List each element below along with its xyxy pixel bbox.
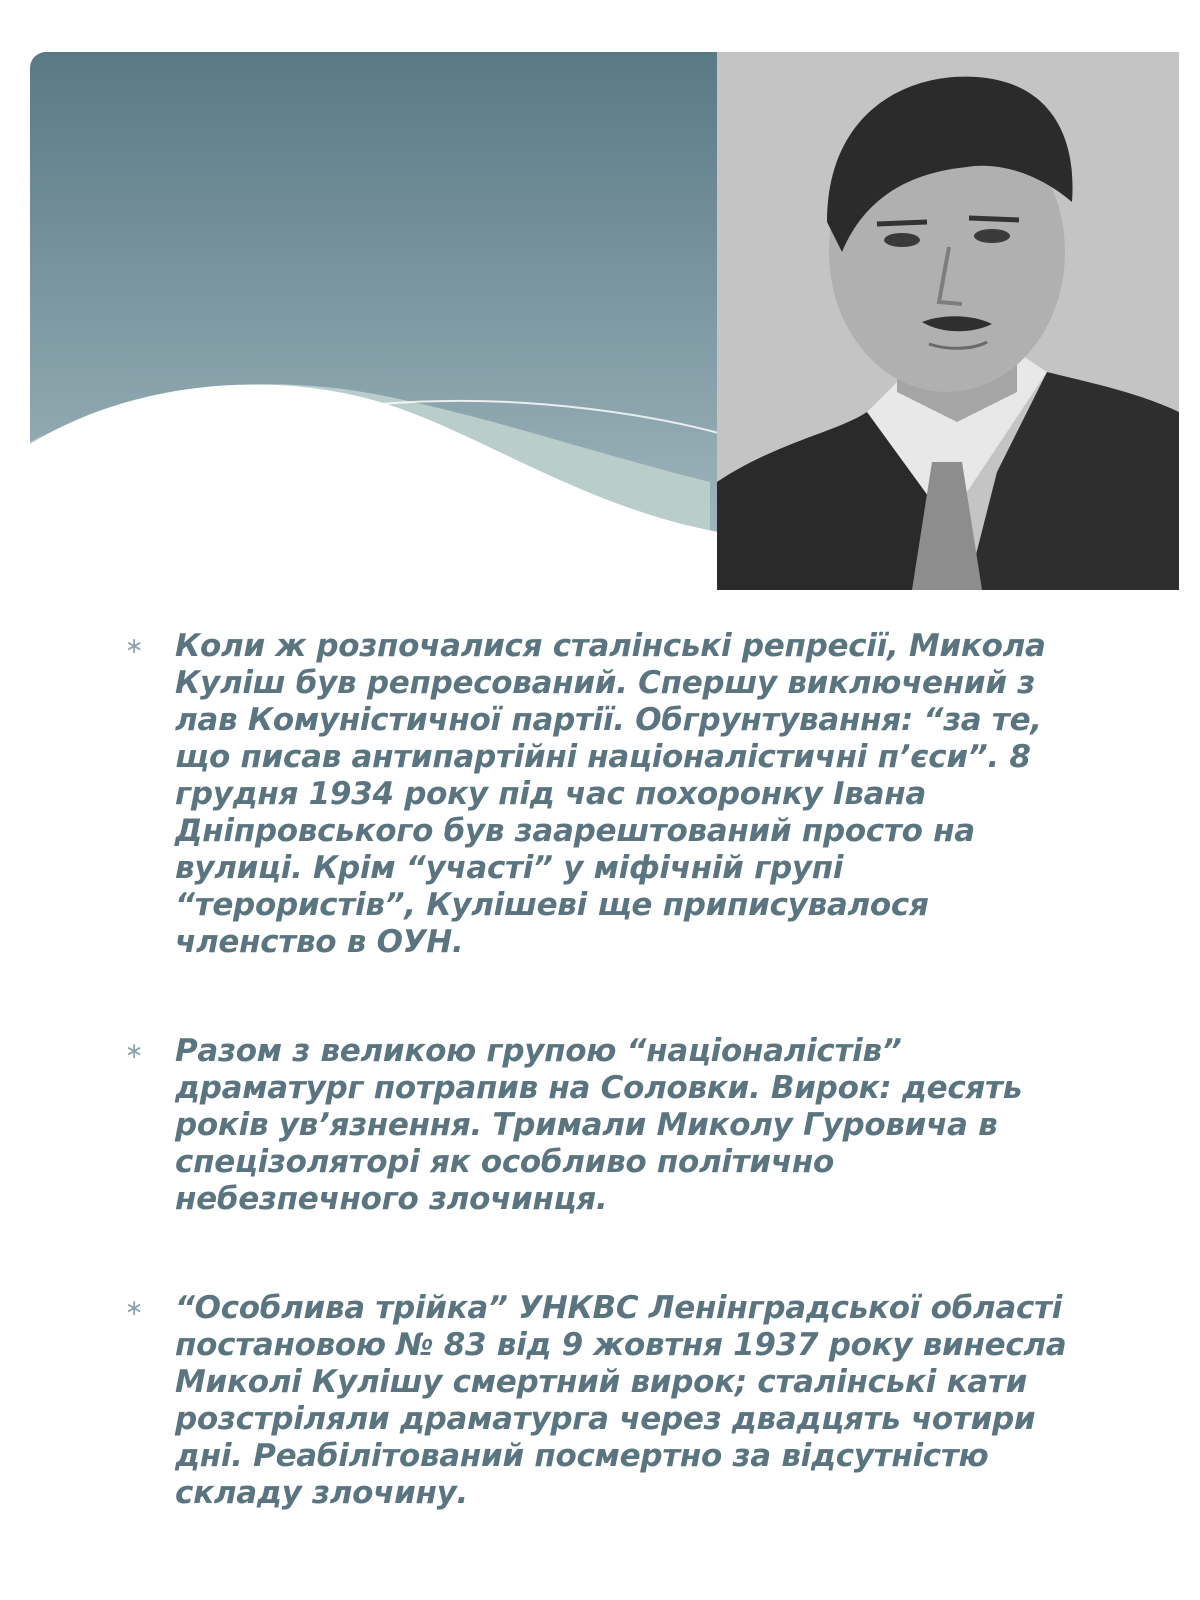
bullet-item-solovki xyxy=(120,1033,1080,1218)
asterisk-bullet-icon: ∗ xyxy=(125,1296,144,1321)
portrait-photo xyxy=(717,52,1179,590)
portrait-icon xyxy=(717,52,1179,590)
asterisk-bullet-icon: ∗ xyxy=(125,1039,144,1064)
bullet-text: Коли ж розпочалися сталінські репресії, Микола Куліш був репресований. Спершу виключений з лав Комуністичної партії. Обгрунтування: “за те, що писав антипартійні націоналістичні п’єси”. 8 грудня 1934 року під час похоронку Івана Дніпровського був заарештований просто на вулиці. Крім “участі” у міфічній групі “терористів”, Кулішеві ще приписувалося членство в ОУН. xyxy=(175,628,1046,960)
bullet-item-arrest xyxy=(120,628,1080,961)
asterisk-bullet-icon: ∗ xyxy=(125,634,144,659)
bullet-text: Разом з великою групою “націоналістів” драматург потрапив на Соловки. Вирок: десять років ув’язнення. Тримали Миколу Гуровича в спецізоляторі як особливо політично небезпечного злочинця. xyxy=(175,1033,1023,1217)
bullet-list xyxy=(120,628,1080,1584)
bullet-item-sentence xyxy=(120,1290,1080,1512)
bullet-text: “Особлива трійка” УНКВС Ленінградської області постановою № 83 від 9 жовтня 1937 року винесла Миколі Кулішу смертний вирок; сталінські кати розстріляли драматурга через двадцять чотири дні. Реабілітований посмертно за відсутністю складу злочину. xyxy=(175,1290,1067,1511)
